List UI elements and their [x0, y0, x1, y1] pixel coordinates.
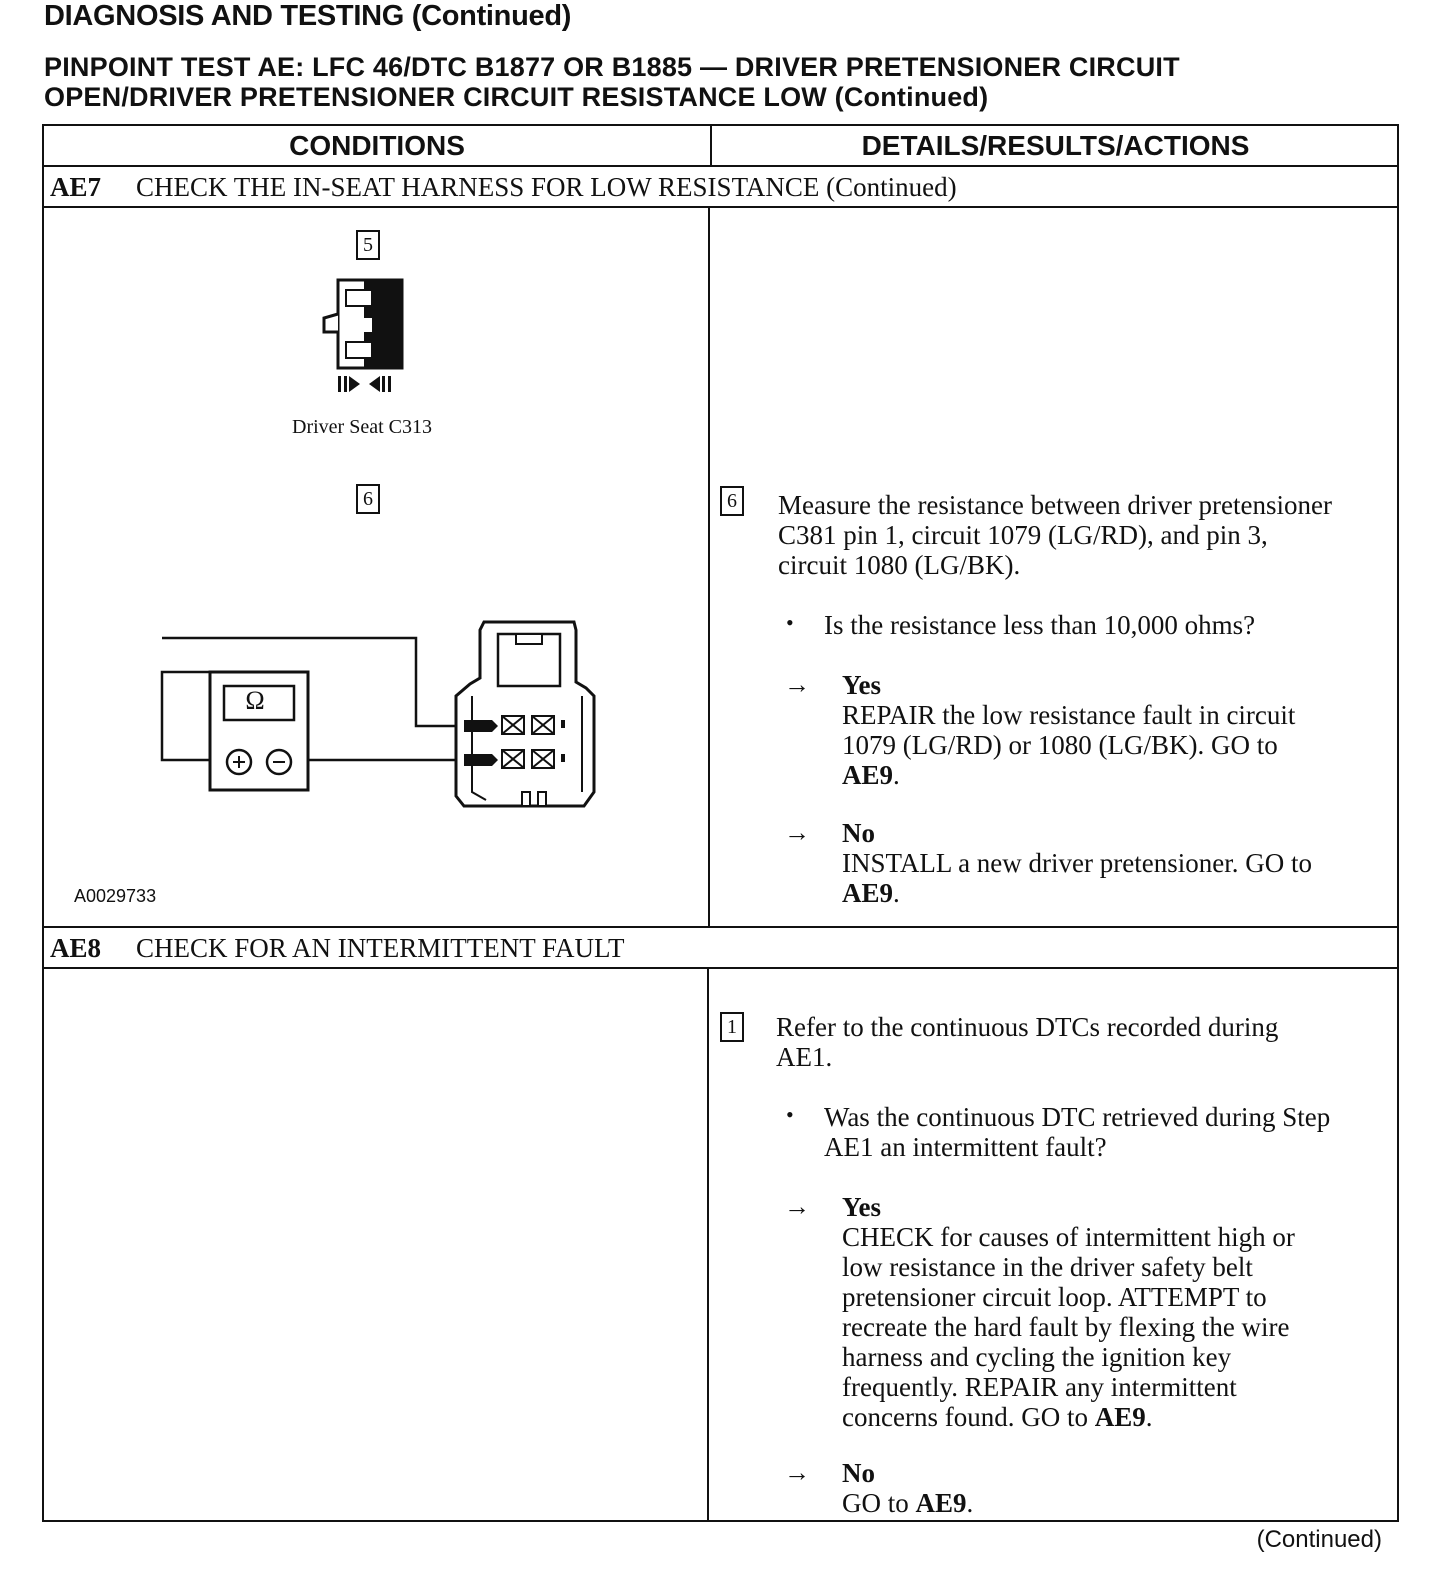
step-5-marker: 5 [356, 230, 380, 260]
no-label: No [842, 1458, 875, 1488]
result-line: GO to [842, 1488, 909, 1518]
result-line: INSTALL a new driver pretensioner. GO to [842, 848, 1312, 878]
instruction-line: AE1. [776, 1042, 833, 1072]
arrow-right-icon: → [784, 1458, 810, 1487]
question-line: AE1 an intermittent fault? [824, 1132, 1107, 1162]
yes-label: Yes [842, 1192, 881, 1222]
pinpoint-test-title [44, 52, 1180, 112]
goto-step: AE9 [842, 760, 894, 790]
step-header-ae8 [50, 928, 625, 968]
divider [708, 206, 710, 926]
instruction-line: C381 pin 1, circuit 1079 (LG/RD), and pin 3, [778, 520, 1268, 550]
goto-step: AE9 [1094, 1402, 1146, 1432]
step-title: CHECK THE IN-SEAT HARNESS FOR LOW RESISTANCE (Continued) [136, 172, 957, 202]
column-header-details: DETAILS/RESULTS/ACTIONS [861, 130, 1250, 161]
detail-step-6-marker: 6 [720, 486, 744, 516]
bullet-icon: • [786, 610, 794, 635]
pinpoint-test-title-line2: OPEN/DRIVER PRETENSIONER CIRCUIT RESISTANCE LOW (Continued) [44, 82, 989, 112]
step-number: AE7 [50, 172, 102, 202]
question-line: Was the continuous DTC retrieved during Step [824, 1102, 1331, 1132]
no-label: No [842, 818, 875, 848]
instruction-line: Measure the resistance between driver pretensioner [778, 490, 1333, 520]
instruction-line: circuit 1080 (LG/BK). [778, 550, 1021, 580]
step-6-marker: 6 [356, 484, 380, 514]
column-header-conditions: CONDITIONS [289, 130, 465, 161]
connector-caption: Driver Seat C313 [292, 416, 432, 438]
divider [710, 126, 712, 165]
connector-c313-icon [314, 276, 414, 401]
page-title: DIAGNOSIS AND TESTING (Continued) [44, 0, 572, 32]
result-line: harness and cycling the ignition key [842, 1342, 1232, 1372]
pinpoint-test-table [42, 124, 1399, 1522]
arrow-right-icon: → [784, 670, 810, 699]
result-line: recreate the hard fault by flexing the wire [842, 1312, 1290, 1342]
result-line: CHECK for causes of intermittent high or [842, 1222, 1295, 1252]
yes-label: Yes [842, 670, 881, 700]
refer-instruction [776, 1012, 1278, 1072]
arrow-right-icon: → [784, 818, 810, 847]
result-line: REPAIR the low resistance fault in circuit [842, 700, 1296, 730]
question [824, 1102, 1330, 1162]
pinpoint-test-title-line1: PINPOINT TEST AE: LFC 46/DTC B1877 OR B1885 — DRIVER PRETENSIONER CIRCUIT [44, 52, 1180, 82]
result-no: No INSTALL a new driver pretensioner. GO to AE9. [842, 818, 1312, 908]
goto-step: AE9 [842, 878, 894, 908]
step-header-ae7 [50, 167, 957, 207]
question: Is the resistance less than 10,000 ohms? [824, 610, 1256, 640]
detail-step-1-marker: 1 [720, 1012, 744, 1042]
step-title: CHECK FOR AN INTERMITTENT FAULT [136, 933, 625, 963]
continued-note: (Continued) [1256, 1526, 1382, 1553]
bullet-icon: • [786, 1102, 794, 1127]
result-line: pretensioner circuit loop. ATTEMPT to [842, 1282, 1267, 1312]
result-line: concerns found. GO to [842, 1402, 1088, 1432]
divider [707, 967, 709, 1522]
result-yes: Yes REPAIR the low resistance fault in circuit 1079 (LG/RD) or 1080 (LG/BK). GO to AE9. [842, 670, 1296, 790]
instruction-line: Refer to the continuous DTCs recorded during [776, 1012, 1279, 1042]
ohm-symbol: Ω [245, 686, 265, 715]
result-yes: Yes CHECK for causes of intermittent high or low resistance in the driver safety belt pretensioner circuit loop. ATTEMPT to recreate the hard fault by flexing the wire harness and cycling the ignition key frequently. REPAIR any intermittent concerns found. GO to AE9. [842, 1192, 1295, 1432]
goto-step: AE9 [915, 1488, 967, 1518]
result-line: 1079 (LG/RD) or 1080 (LG/BK). GO to [842, 730, 1278, 760]
step-number: AE8 [50, 933, 102, 963]
measure-instruction [778, 490, 1332, 580]
figure-id: A0029733 [74, 886, 157, 906]
result-line: low resistance in the driver safety belt [842, 1252, 1253, 1282]
result-line: frequently. REPAIR any intermittent [842, 1372, 1237, 1402]
arrow-right-icon: → [784, 1192, 810, 1221]
result-no: No GO to AE9. [842, 1458, 974, 1518]
